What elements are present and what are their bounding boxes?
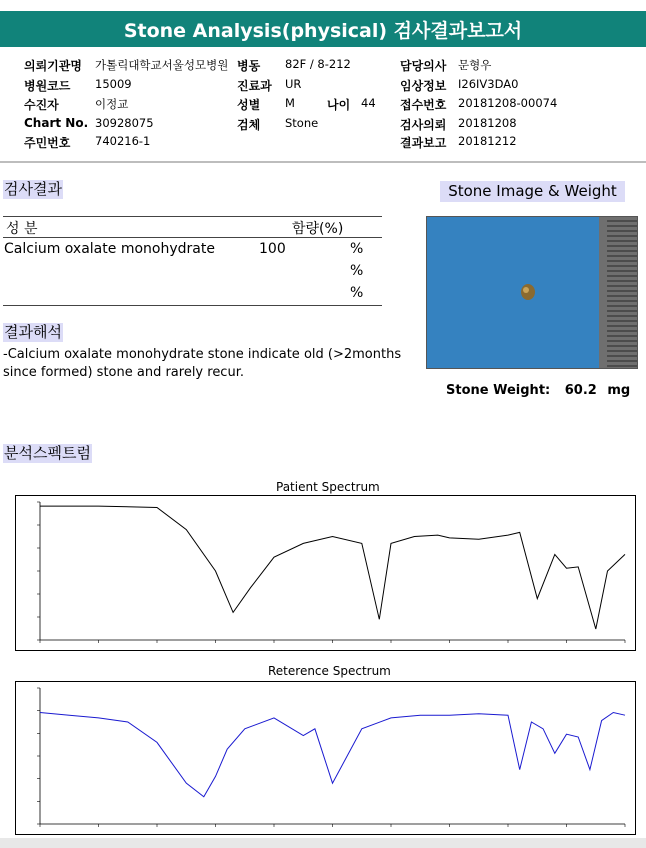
header-separator	[0, 161, 646, 163]
result-row-1-value: 100	[259, 241, 286, 257]
result-row-3-unit: %	[350, 285, 364, 301]
reference-spectrum-series-line	[40, 713, 625, 797]
patient-spectrum-chart	[15, 495, 636, 651]
stone-weight	[446, 383, 630, 398]
page-bottom-bar	[0, 838, 646, 848]
results-table-top-border	[3, 216, 382, 217]
reference-spectrum-title: Reterence Spectrum	[268, 664, 391, 678]
report-title-bar	[0, 11, 646, 47]
result-row-1-component: Calcium oxalate monohydrate	[4, 241, 215, 257]
reference-spectrum-chart	[15, 681, 636, 835]
patient-spectrum-axes	[40, 502, 625, 640]
report-title: Stone Analysis(physical) 검사결과보고서	[123, 19, 523, 42]
result-row-1-unit: %	[350, 241, 364, 257]
patient-spectrum-series-line	[40, 506, 625, 629]
interpretation-heading: 결과해석	[4, 323, 62, 341]
stone-weight-label: Stone Weight:	[446, 383, 551, 398]
stone-photo-drawing	[427, 217, 637, 368]
reference-spectrum-axes	[40, 688, 625, 824]
stone-image-heading: Stone Image & Weight	[440, 181, 625, 202]
spectrum-heading: 분석스펙트럼	[4, 444, 91, 462]
reference-spectrum-svg	[16, 682, 635, 834]
patient-spectrum-svg	[16, 496, 635, 650]
stone-weight-unit: mg	[607, 383, 631, 398]
results-table-bottom-border	[3, 305, 382, 306]
results-col-content: 함량(%)	[292, 221, 344, 237]
results-table-header-border	[3, 237, 382, 238]
interpretation-text: -Calcium oxalate monohydrate stone indicate old (>2months since formed) stone and rarely recur.	[3, 347, 402, 380]
result-row-2-unit: %	[350, 263, 364, 279]
results-col-component: 성 분	[6, 221, 38, 237]
stone-weight-value: 60.2	[564, 383, 597, 398]
stone-photo	[426, 216, 638, 369]
results-heading: 검사결과	[4, 180, 62, 198]
patient-spectrum-title: Patient Spectrum	[276, 480, 380, 494]
